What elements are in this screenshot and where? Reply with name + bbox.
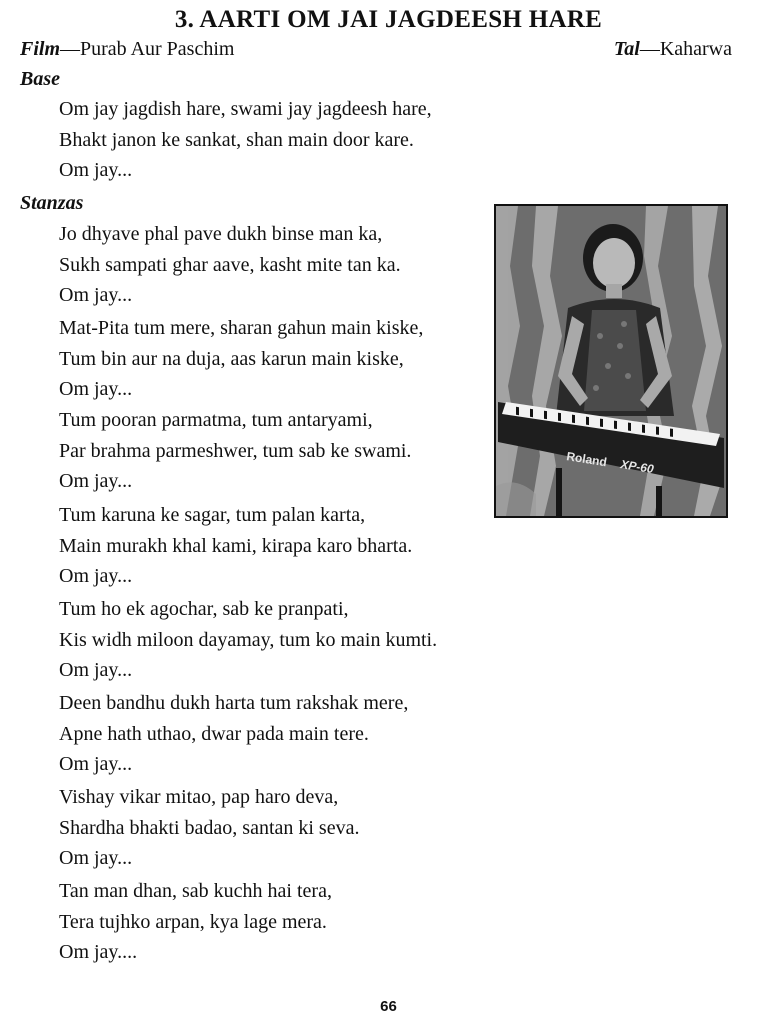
verse-line: Tum bin aur na duja, aas karun main kiske, [59, 347, 404, 370]
verse-line: Sukh sampati ghar aave, kasht mite tan ka. [59, 253, 401, 276]
verse-line: Shardha bhakti badao, santan ki seva. [59, 816, 360, 839]
verse-line: Tum pooran parmatma, tum antaryami, [59, 409, 373, 431]
verse-line: Deen bandhu dukh harta tum rakshak mere, [59, 692, 409, 714]
base-verse [59, 94, 432, 186]
verse-line: Kis widh miloon dayamay, tum ko main kumti. [59, 628, 438, 651]
verse-line: Om jay jagdish hare, swami jay jagdeesh hare, [59, 98, 432, 120]
verse-line: Om jay... [59, 284, 133, 306]
verse-line: Main murakh khal kami, kirapa karo bharta. [59, 534, 413, 557]
verse-line: Om jay... [59, 378, 133, 400]
page-number: 66 [380, 998, 397, 1015]
svg-text:Roland: Roland [565, 449, 608, 470]
photo-illustration [496, 206, 726, 516]
verse-line: Vishay vikar mitao, pap haro deva, [59, 786, 339, 808]
stanza-5 [59, 594, 437, 686]
verse-line: Om jay... [59, 470, 133, 492]
verse-line: Tera tujhko arpan, kya lage mera. [59, 910, 327, 933]
stanza-2 [59, 313, 423, 405]
verse-line: Om jay.... [59, 941, 138, 963]
stanza-8 [59, 876, 332, 968]
verse-line: Tum karuna ke sagar, tum palan karta, [59, 504, 366, 526]
verse-line: Bhakt janon ke sankat, shan main door kare. [59, 128, 414, 151]
stanza-1 [59, 219, 401, 311]
verse-line: Tan man dhan, sab kuchh hai tera, [59, 880, 332, 902]
verse-line: Om jay... [59, 565, 133, 587]
verse-line: Par brahma parmeshwer, tum sab ke swami. [59, 439, 412, 462]
verse-line: Tum ho ek agochar, sab ke pranpati, [59, 598, 349, 620]
singer-at-keyboard-photo [494, 204, 728, 518]
verse-line: Om jay... [59, 159, 133, 181]
stanza-6 [59, 688, 408, 780]
verse-line: Apne hath uthao, dwar pada main tere. [59, 722, 369, 745]
verse-line: Om jay... [59, 847, 133, 869]
verse-line: Om jay... [59, 753, 133, 775]
page-title: 3. AARTI OM JAI JAGDEESH HARE [174, 6, 603, 33]
stanza-3 [59, 405, 411, 497]
stanzas-label: Stanzas [20, 192, 84, 214]
svg-text:XP-60: XP-60 [619, 457, 655, 477]
stanza-7 [59, 782, 359, 874]
verse-line: Om jay... [59, 659, 133, 681]
song-meta [20, 38, 732, 61]
film-info: Film—Purab Aur Paschim [20, 38, 235, 60]
stanza-4 [59, 500, 412, 592]
verse-line: Jo dhyave phal pave dukh binse man ka, [59, 223, 383, 245]
verse-line: Mat-Pita tum mere, sharan gahun main kiske, [59, 317, 424, 339]
base-label: Base [20, 68, 60, 90]
tal-info: Tal—Kaharwa [613, 38, 732, 60]
